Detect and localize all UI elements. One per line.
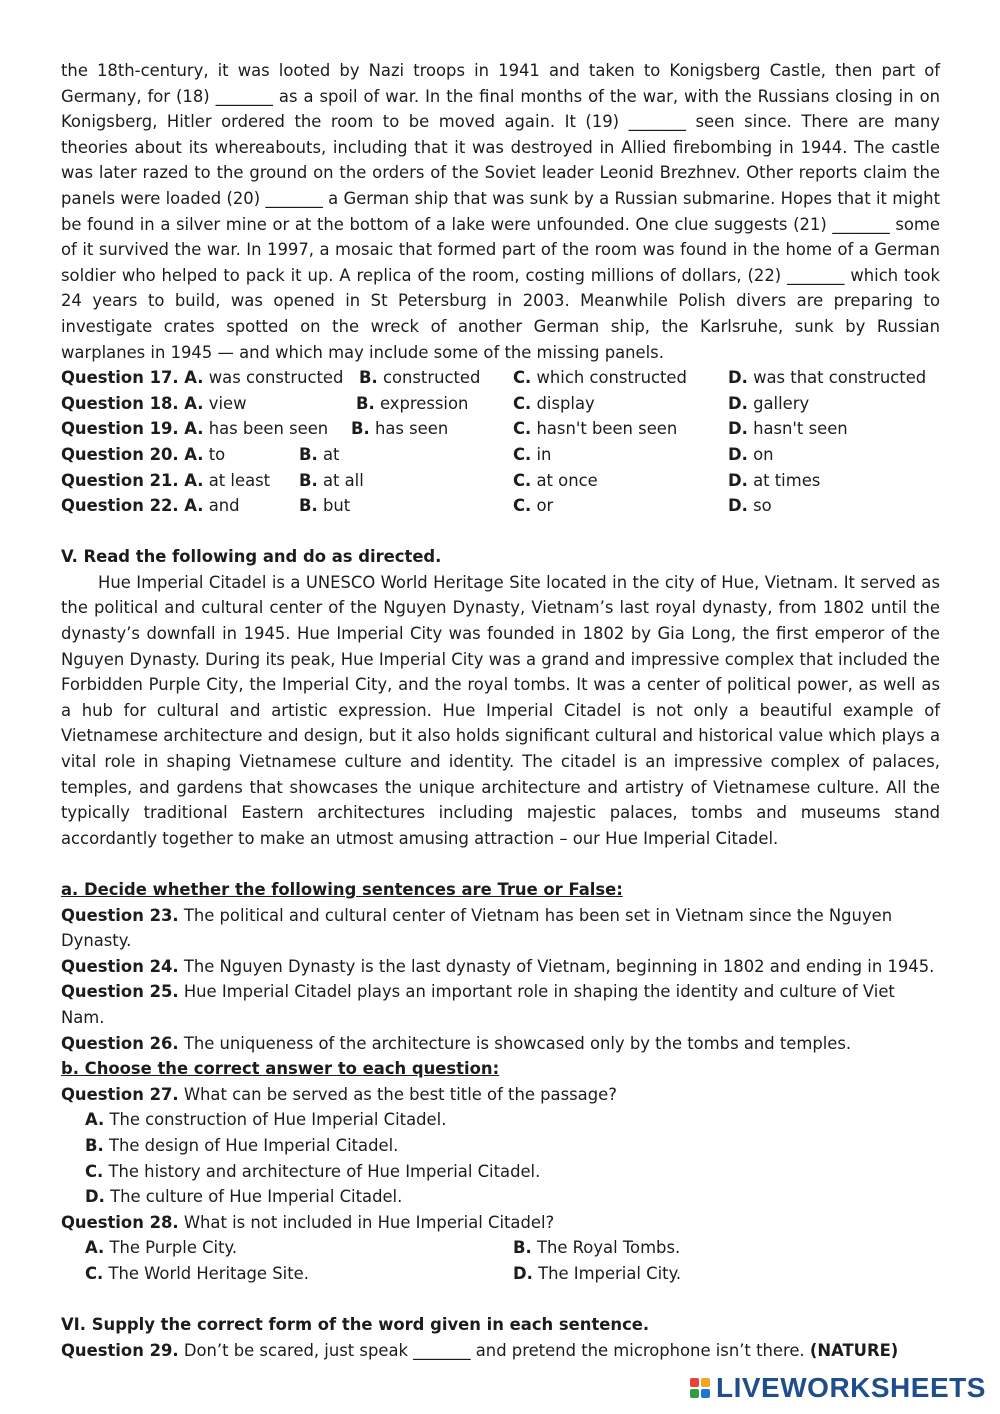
option-a[interactable]: to <box>208 444 226 464</box>
option-c[interactable]: which constructed <box>536 368 687 388</box>
question-label: Question 21. A. <box>61 470 204 490</box>
option-c[interactable]: at once <box>536 470 598 490</box>
question-text: The political and cultural center of Vietnam has been set in Vietnam since the Nguyen Dynasty. <box>61 905 893 951</box>
option-d[interactable]: gallery <box>753 393 810 413</box>
answer-option[interactable] <box>513 1235 680 1261</box>
question-label: Question 26. <box>61 1033 179 1053</box>
option-b-label: B. <box>299 470 318 490</box>
option-label: A. <box>85 1238 105 1258</box>
question-row <box>61 442 940 468</box>
option-b[interactable]: expression <box>379 393 469 413</box>
question-row <box>61 416 940 442</box>
option-c-label: C. <box>513 470 532 490</box>
option-d[interactable]: on <box>753 444 774 464</box>
option-d-label: D. <box>728 496 748 516</box>
option-c[interactable]: display <box>536 393 595 413</box>
multiple-choice-block <box>61 365 940 519</box>
option-a[interactable]: at least <box>208 470 271 490</box>
option-b-label: B. <box>299 444 318 464</box>
option-text: The construction of Hue Imperial Citadel. <box>109 1110 447 1130</box>
option-c[interactable]: or <box>536 496 554 516</box>
option-label: C. <box>85 1263 104 1283</box>
option-b[interactable]: at <box>322 444 340 464</box>
option-b-label: B. <box>351 419 370 439</box>
option-b[interactable]: but <box>322 496 351 516</box>
question-label: Question 17. A. <box>61 368 204 388</box>
part-b-heading: b. Choose the correct answer to each question: <box>61 1059 500 1079</box>
option-b[interactable]: has seen <box>374 419 449 439</box>
option-text: The Royal Tombs. <box>536 1238 681 1258</box>
question-label: Question 25. <box>61 982 179 1002</box>
section-vi-heading: VI. Supply the correct form of the word given in each sentence. <box>61 1315 650 1335</box>
option-d[interactable]: was that constructed <box>753 368 927 388</box>
option-label: D. <box>85 1187 105 1207</box>
question-text: Hue Imperial Citadel plays an important role in shaping the identity and culture of Viet Nam. <box>61 982 895 1027</box>
option-d-label: D. <box>728 444 748 464</box>
question-label: Question 22. A. <box>61 496 204 516</box>
answer-option[interactable] <box>513 1261 681 1287</box>
question-text: Don’t be scared, just speak _______ and pretend the microphone isn’t there. <box>183 1340 805 1360</box>
option-text: The history and architecture of Hue Imperial Citadel. <box>108 1161 541 1181</box>
answer-row <box>61 1235 940 1261</box>
question-text: The Nguyen Dynasty is the last dynasty of Vietnam, beginning in 1802 and ending in 1945. <box>183 956 935 976</box>
option-text: The Purple City. <box>109 1238 238 1258</box>
option-d-label: D. <box>728 393 748 413</box>
option-text: The culture of Hue Imperial Citadel. <box>110 1187 403 1207</box>
question-row <box>61 468 940 494</box>
option-d-label: D. <box>728 470 748 490</box>
reading-passage-amber-room: the 18th-century, it was looted by Nazi troops in 1941 and taken to Konigsberg Castle, then part of Germany, for (18) _______ as a spoil of war. In the final months of the war, with the Russians closing in on Konigsberg, Hitler ordered the room to be moved again. It (19) _______ seen since. There are many theories about its whereabouts, including that it was destroyed in Allied firebombing in 1944. The castle was later razed to the ground on the orders of the Soviet leader Leonid Brezhnev. Other reports claim the panels were loaded (20) _______ a German ship that was sunk by a Russian submarine. Hopes that it might be found in a silver mine or at the bottom of a lake were unfounded. One clue suggests (21) _______ some of it survived the war. In 1997, a mosaic that formed part of the room was found in the home of a German soldier who helped to pack it up. A replica of the room, costing millions of dollars, (22) _______ which took 24 years to build, was opened in St Petersburg in 2003. Meanwhile Polish divers are preparing to investigate crates spotted on the wreck of another German ship, the Karlsruhe, sunk by Russian warplanes in 1945 — and which may include some of the missing panels. <box>61 61 940 362</box>
logo-text: LIVEWORKSHEETS <box>716 1372 986 1403</box>
question-label: Question 24. <box>61 956 179 976</box>
option-b[interactable]: constructed <box>382 368 481 388</box>
question-text: What is not included in Hue Imperial Citadel? <box>183 1212 555 1232</box>
option-d-label: D. <box>728 368 748 388</box>
section-v-heading: V. Read the following and do as directed. <box>61 547 442 567</box>
part-a-heading: a. Decide whether the following sentences are True or False: <box>61 880 623 899</box>
tf-question <box>61 979 940 1030</box>
given-word: (NATURE) <box>809 1340 899 1360</box>
reading-passage-hue: Hue Imperial Citadel is a UNESCO World Heritage Site located in the city of Hue, Vietnam. It served as the political and cultural center of the Nguyen Dynasty, Vietnam’s last royal dynasty, from 1802 until the dynasty’s downfall in 1945. Hue Imperial City was founded in 1802 by Gia Long, the first emperor of the Nguyen Dynasty. During its peak, Hue Imperial City was a grand and impressive complex that included the Forbidden Purple City, the Imperial City, and the royal tombs. It was a center of political power, as well as a hub for cultural and artistic expression. Hue Imperial Citadel is not only a beautiful example of Vietnamese architecture and design, but it also holds significant cultural and historical value which plays a vital role in shaping Vietnamese culture and identity. The citadel is an impressive complex of palaces, temples, and gardens that showcases the unique architecture and artistry of Vietnamese culture. All the typically traditional Eastern architectures including majestic palaces, tombs and museums stand accordantly together to make an utmost amusing attraction – our Hue Imperial Citadel. <box>61 572 940 848</box>
question-label: Question 20. A. <box>61 444 204 464</box>
option-d[interactable]: so <box>753 496 772 516</box>
option-text: The World Heritage Site. <box>108 1263 309 1283</box>
question-label: Question 19. A. <box>61 419 204 439</box>
tf-question <box>61 1031 940 1057</box>
option-c[interactable]: hasn't been seen <box>536 419 678 439</box>
word-form-question <box>61 1338 940 1364</box>
worksheet-page <box>61 58 940 1363</box>
answer-option[interactable] <box>85 1133 940 1159</box>
question-row <box>61 365 940 391</box>
question-label: Question 28. <box>61 1212 179 1232</box>
question-label: Question 23. <box>61 905 179 925</box>
option-label: C. <box>85 1161 104 1181</box>
question-label: Question 18. A. <box>61 393 204 413</box>
option-a[interactable]: has been seen <box>208 419 329 439</box>
option-a[interactable]: was constructed <box>208 368 344 388</box>
option-c-label: C. <box>513 419 532 439</box>
option-c-label: C. <box>513 496 532 516</box>
answer-option[interactable] <box>85 1159 940 1185</box>
question-label: Question 27. <box>61 1084 179 1104</box>
option-b-label: B. <box>356 393 375 413</box>
mc-question-27 <box>61 1082 940 1108</box>
question-row <box>61 493 940 519</box>
answer-option[interactable] <box>85 1235 237 1261</box>
tf-question <box>61 954 940 980</box>
tf-question <box>61 903 940 954</box>
answer-option[interactable] <box>85 1107 940 1133</box>
option-label: A. <box>85 1110 105 1130</box>
option-c-label: C. <box>513 444 532 464</box>
answer-option[interactable] <box>85 1261 309 1287</box>
option-d[interactable]: hasn't seen <box>753 419 848 439</box>
option-b-label: B. <box>359 368 378 388</box>
option-label: D. <box>513 1263 533 1283</box>
option-c-label: C. <box>513 393 532 413</box>
option-label: B. <box>85 1135 104 1155</box>
mc-question-28 <box>61 1210 940 1236</box>
option-b-label: B. <box>299 496 318 516</box>
option-c-label: C. <box>513 368 532 388</box>
liveworksheets-logo[interactable] <box>690 1372 986 1404</box>
option-c[interactable]: in <box>536 444 552 464</box>
question-row <box>61 391 940 417</box>
option-b[interactable]: at all <box>322 470 364 490</box>
option-text: The Imperial City. <box>538 1263 682 1283</box>
option-a[interactable]: view <box>208 393 247 413</box>
option-text: The design of Hue Imperial Citadel. <box>108 1135 399 1155</box>
question-text: The uniqueness of the architecture is showcased only by the tombs and temples. <box>183 1033 852 1053</box>
answer-row <box>61 1261 940 1287</box>
answer-option[interactable] <box>85 1184 940 1210</box>
option-d-label: D. <box>728 419 748 439</box>
option-d[interactable]: at times <box>753 470 821 490</box>
question-text: What can be served as the best title of the passage? <box>183 1084 617 1104</box>
question-label: Question 29. <box>61 1340 179 1360</box>
option-label: B. <box>513 1238 532 1258</box>
option-a[interactable]: and <box>208 496 240 516</box>
liveworksheets-logo-icon <box>690 1376 712 1400</box>
